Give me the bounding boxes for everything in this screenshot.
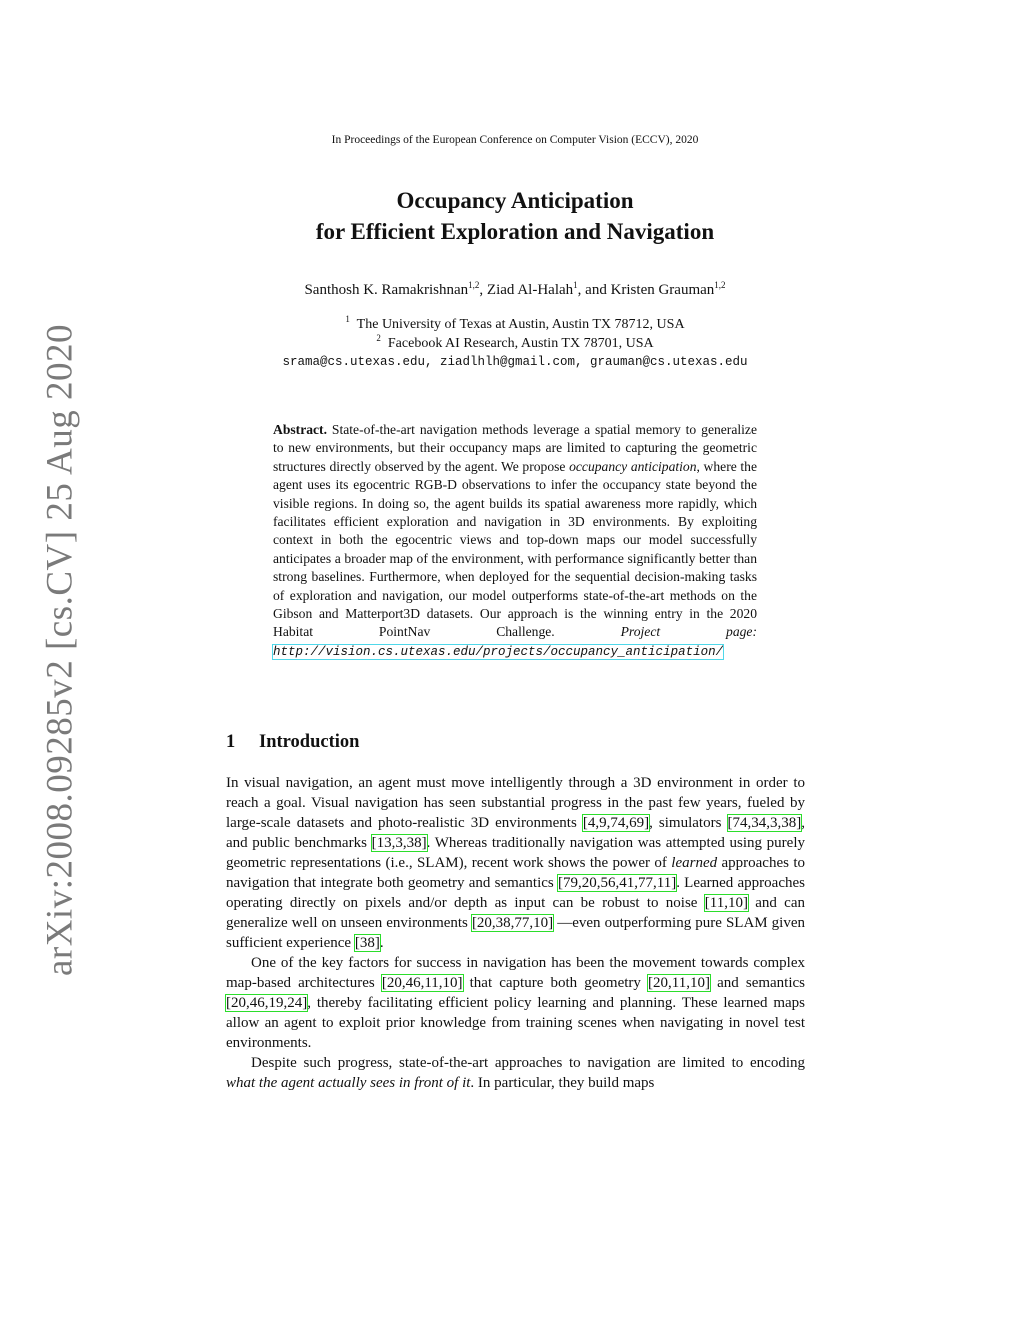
project-page-label: Project page: <box>620 624 757 640</box>
arxiv-identifier: arXiv:2008.09285v2 [cs.CV] 25 Aug 2020 <box>39 323 81 977</box>
author-emails[interactable]: srama@cs.utexas.edu, ziadlhlh@gmail.com, grauman@cs.utexas.edu <box>282 355 748 369</box>
project-page-link[interactable]: http://vision.cs.utexas.edu/projects/occupancy_anticipation/ <box>273 644 724 659</box>
section-number: 1 <box>226 732 236 752</box>
author-1: Santhosh K. Ramakrishnan <box>304 282 469 298</box>
abstract <box>273 421 757 661</box>
proceedings-header: In Proceedings of the European Conference on Computer Vision (ECCV), 2020 <box>331 134 699 146</box>
citation-link[interactable]: [74,34,3,38] <box>727 815 802 831</box>
affiliations <box>0 316 1024 372</box>
citation-link[interactable]: [11,10] <box>704 895 748 911</box>
abstract-text-1: State-of-the-art navigation methods leverage a spatial memory to generalize to new environments, but their occupancy maps are limited to capturing the geometric structures directly observed by the agent. We propose <box>273 422 757 474</box>
title-line-1: Occupancy Anticipation <box>396 188 634 213</box>
author-2: , Ziad Al-Halah <box>479 282 574 298</box>
author-1-affiliation: 1,2 <box>468 280 480 290</box>
citation-link[interactable]: [20,11,10] <box>648 975 710 991</box>
section-heading <box>226 732 359 753</box>
citation-link[interactable]: [20,38,77,10] <box>471 915 554 931</box>
author-3: , and Kristen Grauman <box>577 282 715 298</box>
section-title: Introduction <box>259 732 360 752</box>
paragraph-3: Despite such progress, state-of-the-art approaches to navigation are limited to encoding what the agent actually sees in front of it. In particular, they build maps <box>226 1055 805 1091</box>
citation-link[interactable]: [79,20,56,41,77,11] <box>558 875 677 891</box>
citation-link[interactable]: [38] <box>354 935 380 951</box>
paragraph-2: One of the key factors for success in navigation has been the movement towards complex map-based architectures [20,46,11,10] that capture both geometry [20,11,10] and semantics [20,46,19,24], thereby facilitating efficient policy learning and planning. These learned maps allow an agent to exploit prior knowledge from training scenes when navigating in novel test environments. <box>226 955 806 1051</box>
title-line-2: for Efficient Exploration and Navigation <box>315 219 715 244</box>
citation-link[interactable]: [20,46,11,10] <box>381 975 463 991</box>
author-3-affiliation: 1,2 <box>714 280 726 290</box>
abstract-label: Abstract. <box>273 422 327 437</box>
affiliation-1: $^1$ The University of Texas at Austin, Austin TX 78712, USA <box>345 314 685 332</box>
paper-title <box>0 185 1024 247</box>
abstract-text-2: , where the agent uses its egocentric RGB-D observations to infer the occupancy state beyond the visible regions. In doing so, the agent builds its spatial awareness more rapidly, which facilitates efficient exploration and navigation in 3D environments. By exploiting context in both the egocentric views and top-down maps our model successfully anticipates a broader map of the environment, with performance significantly better than strong baselines. Furthermore, when deployed for the sequential decision-making tasks of exploration and navigation, our model outperforms state-of-the-art methods on the Gibson and Matterport3D datasets. Our approach is the winning entry in the 2020 Habitat PointNav Challenge. <box>273 458 758 640</box>
abstract-emphasis: occupancy anticipation <box>569 458 697 474</box>
citation-link[interactable]: [13,3,38] <box>371 835 427 851</box>
paragraph-1: In visual navigation, an agent must move intelligently through a 3D environment in order to reach a goal. Visual navigation has seen substantial progress in the past few years, fueled by large-scale datasets and photo-realistic 3D environments [4,9,74,69], simulators [74,34,3,38], and public benchmarks [13,3,38]. Whereas traditionally navigation was attempted using purely geometric representations (i.e., SLAM), recent work shows the power of learned approaches to navigation that integrate both geometry and semantics [79,20,56,41,77,11]. Learned approaches operating directly on pixels and/or depth as input can be robust to noise [11,10] and can generalize well on unseen environments [20,38,77,10] —even outperforming pure SLAM given sufficient experience [38]. <box>226 775 805 951</box>
citation-link[interactable]: [20,46,19,24] <box>226 995 308 1011</box>
citation-link[interactable]: [4,9,74,69] <box>582 815 650 831</box>
author-list <box>0 282 1024 299</box>
body-text <box>226 773 805 1093</box>
author-2-affiliation: 1 <box>573 280 578 290</box>
affiliation-2: $^2$ Facebook AI Research, Austin TX 78701, USA <box>376 332 654 351</box>
